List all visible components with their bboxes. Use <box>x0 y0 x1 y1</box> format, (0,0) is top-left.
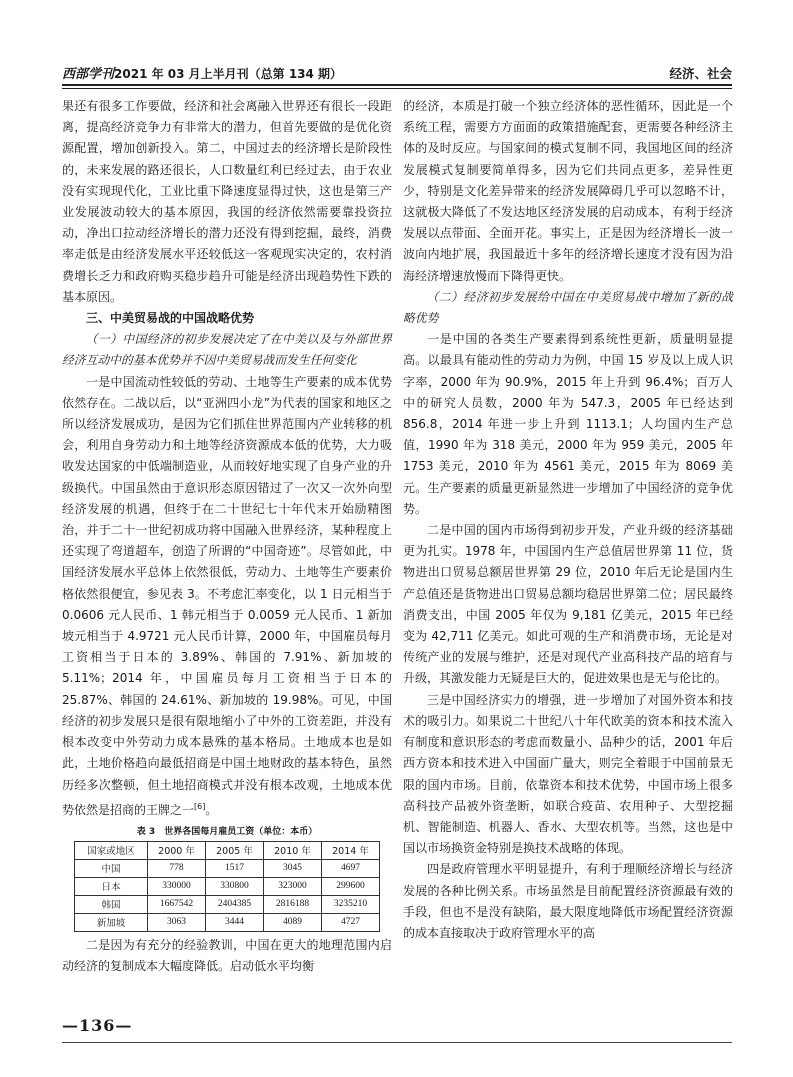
table-cell: 778 <box>148 859 206 877</box>
table-cell: 1667542 <box>148 895 206 913</box>
table-cell: 4089 <box>263 913 321 931</box>
table-row <box>75 913 380 931</box>
table-cell: 2404385 <box>206 895 264 913</box>
left-paragraph-2 <box>62 372 392 821</box>
wage-table <box>74 841 380 932</box>
table-header-row <box>75 841 380 859</box>
running-header <box>62 62 732 82</box>
table-cell: 3045 <box>263 859 321 877</box>
table-cell: 3235210 <box>321 895 379 913</box>
journal-logo: 西部学刊 <box>62 67 115 82</box>
left-paragraph-2-end: 。 <box>205 802 218 817</box>
table-cell: 3063 <box>148 913 206 931</box>
table-header-cell: 2010 年 <box>263 841 321 859</box>
right-paragraph-4: 三是中国经济实力的增强，进一步增加了对国外资本和技术的吸引力。如果说二十世纪八十年代欧美的资本和技术流入有制度和意识形态的考虑而数量小、品种少的话，2001 年后西方资本和技术进入中国面广量大，则完全着眼于中国前景无限的国内市场。目前，依靠资本和技术优势，中国市场上很多高科技产品被外资垄断，如联合疫苗、农用种子、大型挖掘机、智能制造、机器人、香水、大型农机等。当然，这也是中国以市场换资金特别是换技术战略的体现。 <box>403 692 733 856</box>
table-cell: 323000 <box>263 877 321 895</box>
table-cell: 3444 <box>206 913 264 931</box>
table-cell: 4727 <box>321 913 379 931</box>
table-cell: 中国 <box>75 859 148 877</box>
footer-rule <box>62 1042 732 1043</box>
left-column <box>62 96 392 977</box>
subsection-heading-2: （二）经济初步发展给中国在中美贸易战中增加了新的战略优势 <box>403 289 733 326</box>
table-header-cell: 国家或地区 <box>75 841 148 859</box>
table-caption: 表 3 世界各国每月雇员工资（单位：本币） <box>136 826 318 837</box>
citation-ref: [6] <box>194 801 206 811</box>
left-paragraph-2-text: 一是中国流动性较低的劳动、土地等生产要素的成本优势依然存在。二战以后，以“亚洲四小龙”为代表的国家和地区之所以经济发展成功，是因为它们抓住世界范围内产业转移的机会，利用自身劳动力和土地等经济资源成本低的优势，大力吸收发达国家的中低端制造业，从而较好地实现了自身产业的升级换代。中国虽然由于意识形态原因错过了一次又一次外向型经济发展的机遇，但终于在二十世纪七十年代末开始励精图治，并于二十一世纪初成功将中国融入世界经济，某种程度上还实现了弯道超车，创造了所谓的“中国奇迹”。尽管如此，中国经济发展水平总体上依然很低，劳动力、土地等生产要素价格依然很便宜，参见表 3。不考虑汇率变化，以 1 日元相当于 0.0606 元人民币、1 韩元相当于 0.0059 元人民币、1 新加坡元相当于 4.9721 元人民币计算，2000 年，中国雇员每月工资相当于日本的 3.89%、韩国的 7.91%、新加坡的 5.11%；2014 年，中国雇员每月工资相当于日本的 25.87%、韩国的 24.61%、新加坡的 19.98%。可见，中国经济的初步发展只是很有限地缩小了中外的工资差距，并没有根本改变中外劳动力成本悬殊的基本格局。土地成本也是如此，土地价格趋向最低招商是中国土地财政的基本特色，虽然历经多次整顿，但土地招商模式并没有根本改观，土地成本优势依然是招商的王牌之一 <box>62 374 392 817</box>
section-heading: 三、中美贸易战的中国战略优势 <box>86 311 255 326</box>
section-label: 经济、社会 <box>669 66 732 81</box>
table-row <box>75 895 380 913</box>
table-cell: 4697 <box>321 859 379 877</box>
left-paragraph-1: 果还有很多工作要做，经济和社会离融入世界还有很长一段距离，提高经济竞争力有非常大的潜力，但首先要做的是优化资源配置，增加创新投入。第二，中国过去的经济增长是阶段性的，未来发展的路还很长，人口数量红利已经过去，由于农业没有实现现代化，工业比重下降速度显得过快，这也是第三产业发展波动较大的基本原因，我国的经济依然需要靠投资拉动，净出口拉动经济增长的潜力还没有得到挖掘，最终，消费率走低是由经济发展水平还较低这一客观现实决定的，农村消费增长乏力和政府购买稳步趋升可能是经济出现趋势性下跌的基本原因。 <box>62 99 392 304</box>
issue-label: 2021 年 03 月上半月刊（总第 134 期） <box>114 67 343 81</box>
table-cell: 330000 <box>148 877 206 895</box>
table-cell: 韩国 <box>75 895 148 913</box>
right-column <box>403 96 733 944</box>
page-number: —136— <box>62 1016 133 1035</box>
table-row <box>75 877 380 895</box>
header-rule-thin <box>62 88 732 89</box>
table-header-cell: 2005 年 <box>206 841 264 859</box>
table-cell: 日本 <box>75 877 148 895</box>
subsection-heading-1: （一）中国经济的初步发展决定了在中美以及与外部世界经济互动中的基本优势并不因中美贸易战而发生任何变化 <box>62 332 392 368</box>
table-row <box>75 859 380 877</box>
table-cell: 299600 <box>321 877 379 895</box>
right-paragraph-1: 的经济，本质是打破一个独立经济体的恶性循环，因此是一个系统工程，需要方方面面的政策措施配套，更需要各种经济主体的及时反应。与国家间的模式复制不同，我国地区间的经济发展模式复制要简单得多，因为它们共同点更多，差异性更少，特别是文化差异带来的经济发展障碍几乎可以忽略不计，这就极大降低了不发达地区经济发展的启动成本，有利于经济发展以点带面、全面开花。事实上，正是因为经济增长一波一波向内地扩展，我国最近十多年的经济增长速度才没有因为沿海经济增速放慢而下降得更快。 <box>403 99 733 283</box>
header-rule-thick <box>62 84 732 86</box>
right-paragraph-2: 一是中国的各类生产要素得到系统性更新，质量明显提高。以最具有能动性的劳动力为例，中国 15 岁及以上成人识字率，2000 年为 90.9%，2015 年上升到 96.4%；百万人中的研究人员数，2000 年为 547.3，2005 年已经达到 856.8，2014 年进一步上升到 1113.1；人均国内生产总值，1990 年为 318 美元，2000 年为 959 美元，2005 年 1753 美元，2010 年为 4561 美元，2015 年为 8069 美元。生产要素的质量更新显然进一步增加了中国经济的竞争优势。 <box>403 332 733 516</box>
left-paragraph-3: 二是因为有充分的经验教训，中国在更大的地理范围内启动经济的复制成本大幅度降低。启动低水平均衡 <box>62 937 392 974</box>
table-cell: 新加坡 <box>75 913 148 931</box>
right-paragraph-3: 二是中国的国内市场得到初步开发，产业升级的经济基础更为扎实。1978 年，中国国内生产总值居世界第 11 位，货物进出口贸易总额居世界第 29 位，2010 年后无论是国内生产总值还是货物进出口贸易总额均稳居世界第二位；居民最终消费支出，中国 2005 年仅为 9,181 亿美元，2015 年已经变为 42,711 亿美元。如此可观的生产和消费市场，无论是对传统产业的发展与维护，还是对现代产业高科技产品的培育与升级，其激发能力无疑是巨大的，促进效果也是无与伦比的。 <box>403 523 733 686</box>
table-cell: 330800 <box>206 877 264 895</box>
journal-issue <box>62 63 342 82</box>
table-cell: 1517 <box>206 859 264 877</box>
table-cell: 2816188 <box>263 895 321 913</box>
right-paragraph-5: 四是政府管理水平明显提升，有利于理顺经济增长与经济发展的各种比例关系。市场虽然是目前配置经济资源最有效的手段，但也不是没有缺陷，最大限度地降低市场配置经济资源的成本直接取决于政府管理水平的高 <box>403 862 733 940</box>
table-header-cell: 2014 年 <box>321 841 379 859</box>
table-header-cell: 2000 年 <box>148 841 206 859</box>
